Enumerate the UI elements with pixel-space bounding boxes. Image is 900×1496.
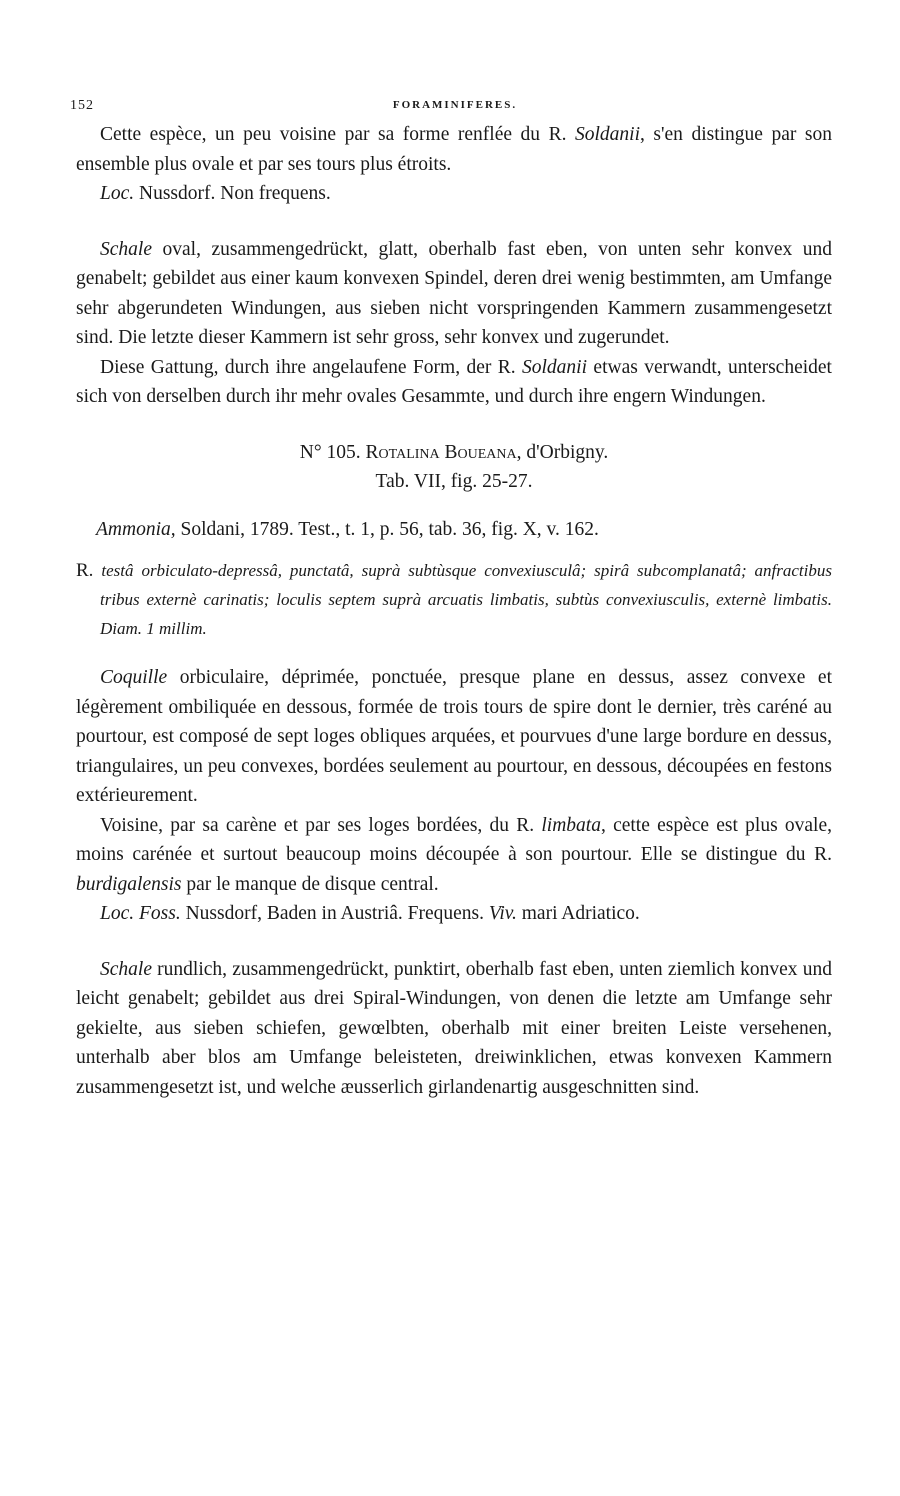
spacer <box>76 497 832 515</box>
taxon-name: Soldanii <box>574 124 640 145</box>
species-heading: N° 105. Rotalina Boueana, d'Orbigny. <box>299 441 609 463</box>
paragraph-german-description: Schale oval, zusammengedrückt, glatt, oberhalb fast eben, von unten sehr konvex und genabelt; gebildet aus einer kaum konvexen Spindel, deren drei wenig bestimmten, am Umfange sehr abgerundeten Windungen, aus sieben nicht vorspringenden Kammern zusammengesetzt sind. Die letzte dieser Kammern ist sehr gross, sehr konvex und zugerundet. <box>76 238 832 348</box>
paragraph-german-description-2: Schale rundlich, zusammengedrückt, punktirt, oberhalb fast eben, unten ziemlich konvex und leicht genabelt; gebildet aus drei Spiral-Windungen, von denen die letzte am Umfange sehr gekielte, aus sieben schiefen, gewœlbten, oberhalb mit einer breiten Leiste versehenen, unterhalb aber blos am Umfange beleisteten, dreiwinklichen, etwas konvexen Kammern zusammengesetzt ist, und welche æusserlich girlandenartig ausgeschnitten sind. <box>76 958 832 1098</box>
paragraph-french-description: Coquille orbiculaire, déprimée, ponctuée, presque plane en dessus, assez convexe et légèrement ombiliquée en dessous, formée de trois tours de spire dont le dernier, très caréné au pourtour, est composé de sept loges obliques arquées, et pourvues d'une large bordure en dessus, triangulaires, un peu convexes, bordées seulement au pourtour, en dessous, découpées en festons extérieurement. <box>76 667 832 806</box>
page-body <box>76 120 832 1102</box>
running-title: FORAMINIFERES. <box>392 99 518 111</box>
paragraph-german-remark: Diese Gattung, durch ihre angelaufene Form, der R. Soldanii etwas verwandt, unterscheidet sich von derselben durch ihr mehr ovales Gesammte, und durch ihre engern Windungen. <box>76 356 832 407</box>
page-number: 152 <box>70 98 94 113</box>
spacer <box>76 929 832 955</box>
spacer <box>76 544 832 556</box>
page-header <box>70 98 840 118</box>
plate-reference: Tab. VII, fig. 25-27. <box>375 471 533 492</box>
species-name: Rotalina Boueana, <box>365 441 522 463</box>
spacer <box>76 643 832 663</box>
paragraph-french-remark: Cette espèce, un peu voisine par sa forme renflée du R. Soldanii, s'en distingue par son ensemble plus ovale et par ses tours plus étroits. <box>76 124 832 175</box>
synonymy-line: Ammonia, Soldani, 1789. Test., t. 1, p. 56, tab. 36, fig. X, v. 162. <box>96 518 599 540</box>
paragraph-locality-fossil: Loc. Foss. Nussdorf, Baden in Austriâ. Frequens. Viv. mari Adriatico. <box>100 903 640 924</box>
latin-diagnosis: R. testâ orbiculato-depressâ, punctatâ, suprà subtùsque convexiusculâ; spirâ subcomplanatâ; anfractibus tribus externè carinatis; loculis septem suprà arcuatis limbatis, subtùs convexiusculis, externè limbatis. Diam. 1 millim. <box>76 560 832 638</box>
spacer <box>76 209 832 235</box>
paragraph-french-comparison: Voisine, par sa carène et par ses loges bordées, du R. limbata, cette espèce est plus ovale, moins carénée et surtout beaucoup moins découpée à son pourtour. Elle se distingue du R. burdigalensis par le manque de disque central. <box>76 814 832 895</box>
paragraph-locality: Loc. Nussdorf. Non frequens. <box>100 183 331 204</box>
spacer <box>76 412 832 438</box>
